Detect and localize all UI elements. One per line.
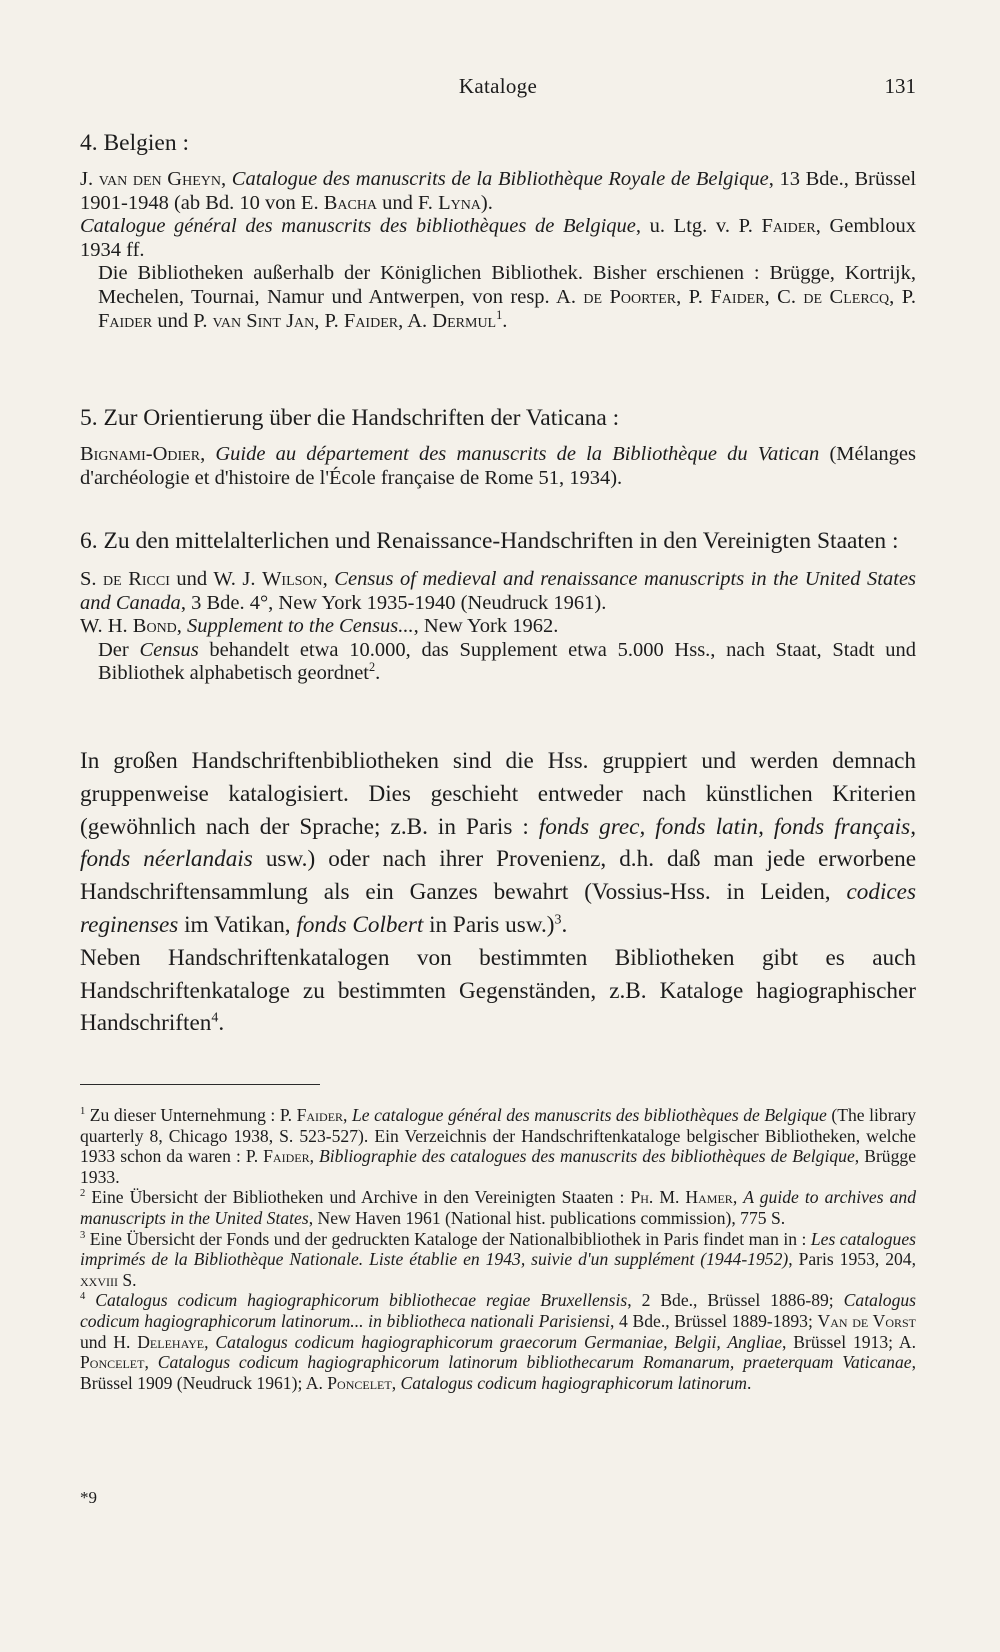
work-title: Bibliographie des catalogues des manuscrits des bibliothèques de Belgique — [319, 1146, 855, 1167]
bib-entry-de-ricci — [80, 568, 916, 615]
footnote-1 — [80, 1105, 916, 1187]
author-name: Delehaye — [137, 1331, 205, 1352]
text-run: , C. — [764, 285, 804, 308]
text-run: , P. — [676, 285, 711, 308]
author-name: Dermul — [432, 309, 497, 332]
text-run: , — [322, 568, 335, 590]
bib-entry-bond — [80, 615, 916, 639]
bib-entry-van-den-gheyn — [80, 168, 916, 215]
author-name: Bacha — [323, 191, 378, 214]
text-run: und F. — [377, 191, 439, 214]
text-run: , — [309, 1146, 320, 1167]
work-title: Catalogus codicum hagiographicorum graecorum Germaniae, Belgii, Angliae — [215, 1331, 783, 1352]
text-run: , Brüssel 1909 (Neudruck 1961); A. — [80, 1352, 916, 1393]
text-run: , — [732, 1187, 744, 1208]
italic-term: codices reginenses — [80, 879, 916, 938]
text-run: Der — [98, 638, 140, 661]
author-name: de Poorter — [583, 285, 677, 308]
bib-entry-catalogue-general — [80, 215, 916, 262]
section-heading-vaticana: 5. Zur Orientierung über die Handschriften der Vaticana : — [80, 405, 620, 431]
bib-note-belgien — [80, 262, 916, 333]
work-title: Les catalogues imprimés de la Bibliothèque Nationale. Liste établie en 1943, suivie d'un supplément (1944-1952) — [80, 1228, 916, 1270]
text-run: , Paris 1953, 204, — [788, 1249, 916, 1270]
text-run: und H. — [80, 1331, 138, 1352]
italic-term: fonds Colbert — [296, 911, 424, 938]
text-run: , A. — [398, 309, 433, 332]
text-run: , P. — [314, 309, 344, 332]
text-run: , — [176, 615, 188, 638]
text-run: , 13 Bde., Brüssel 1901-1948 (ab Bd. 10 von E. — [80, 168, 917, 214]
roman-numeral: xxviii — [80, 1269, 118, 1290]
work-title: Catalogus codicum hagiographicorum bibliothecae regiae Bruxellensis — [95, 1290, 628, 1311]
footnote-number: 2 — [80, 1188, 86, 1200]
work-title: Guide au département des manuscrits de la Bibliothèque du Vatican — [215, 443, 820, 465]
author-name: Bignami-Odier — [80, 443, 201, 465]
author-name: Poncelet — [80, 1352, 145, 1373]
text-run: S. — [118, 1269, 137, 1290]
text-run: , Brügge 1933. — [80, 1146, 917, 1187]
text-run: Neben Handschriftenkatalogen von bestimmten Bibliotheken gibt es auch Handschriftenkataloge zu bestimmten Gegenständen, z.B. Kataloge hagiographischer Handschriften — [80, 944, 916, 1037]
text-run: usw.) oder nach ihrer Provenienz, d.h. daß man jede erworbene Handschriftensammlung als ein Ganzes bewahrt (Vossius-Hss. in Leiden, — [80, 846, 917, 906]
text-run: Eine Übersicht der Bibliotheken und Archive in den Vereinigten Staaten : — [85, 1187, 631, 1208]
text-run: ). — [480, 191, 493, 214]
author-name: de Ricci — [103, 568, 170, 590]
text-run: , — [391, 1372, 401, 1393]
author-name: Faider — [343, 309, 399, 332]
italic-term: fonds grec, fonds latin, fonds français, fonds néerlandais — [80, 813, 917, 873]
text-run — [85, 1290, 95, 1310]
signature-mark: *9 — [80, 1488, 97, 1507]
text-run: (The library quarterly 8, Chicago 1938, S. 523-527). Ein Verzeichnis der Handschriftenkataloge belgischer Bibliotheken, welche 1933 schon da waren : P. — [80, 1105, 917, 1167]
text-run: . — [561, 911, 568, 938]
text-run: S. — [80, 568, 104, 590]
footnote-ref: 4 — [211, 1010, 219, 1026]
footnote-number: 3 — [80, 1229, 86, 1241]
author-name: Ph. M. Hamer — [630, 1187, 733, 1208]
text-run: , P. — [889, 285, 916, 308]
footnotes — [80, 1105, 916, 1393]
work-title: Catalogus codicum hagiographicorum latinorum — [400, 1372, 748, 1393]
author-name: Lyna — [438, 191, 481, 214]
section-vaticana — [80, 401, 916, 490]
author-name: Faider — [761, 215, 816, 238]
text-run: behandelt etwa 10.000, das Supplement etwa 5.000 Hss., nach Staat, Stadt und Bibliothek alphabetisch geordnet — [98, 638, 916, 685]
text-run: , Brüssel 1913; A. — [782, 1331, 917, 1352]
text-run: , — [343, 1105, 352, 1125]
author-name: de Clercq — [803, 285, 890, 308]
text-run: , u. Ltg. v. P. — [635, 215, 762, 238]
text-run: . — [375, 662, 381, 685]
section-heading-usa: 6. Zu den mittelalterlichen und Renaissance-Handschriften in den Vereinigten Staaten : — [80, 528, 899, 554]
paragraph-gegenstaende — [80, 942, 916, 1040]
text-run: , — [204, 1331, 216, 1352]
text-run: W. H. — [80, 615, 133, 638]
work-title: Catalogue des manuscrits de la Bibliothèque Royale de Belgique — [231, 168, 769, 190]
section-vereinigte-staaten — [80, 524, 916, 686]
book-page — [80, 0, 916, 1652]
author-name: Poncelet — [327, 1372, 392, 1393]
text-run: , New Haven 1961 (National hist. publications commission), 775 S. — [308, 1207, 786, 1228]
section-belgien — [80, 126, 916, 333]
work-title: Catalogue général des manuscrits des bibliothèques de Belgique — [80, 215, 636, 238]
bib-note-census — [80, 639, 916, 686]
text-run: und P. — [152, 309, 213, 332]
footnote-rule — [80, 1084, 320, 1085]
author-name: J. van den Gheyn — [80, 168, 221, 190]
footnote-ref: 1 — [496, 307, 503, 322]
author-name: Wilson — [262, 568, 323, 590]
author-name: Bond — [132, 615, 177, 638]
text-run: , — [144, 1352, 158, 1373]
work-title: Supplement to the Census... — [187, 615, 414, 638]
text-run: , Gembloux 1934 ff. — [80, 215, 917, 261]
work-title: Catalogus codicum hagiographicorum latinorum... in bibliotheca nationali Parisiensi — [80, 1290, 917, 1331]
work-title: Catalogus codicum hagiographicorum latinorum bibliothecarum Romanarum, praeterquam Vaticanae — [157, 1352, 912, 1373]
text-run: In großen Handschriftenbibliotheken sind die Hss. gruppiert und werden demnach gruppenweise katalogisiert. Dies geschieht entweder nach künstlichen Kriterien (gewöhnlich nach der Sprache; z.B. in Paris : — [80, 748, 916, 840]
page-number: 131 — [884, 74, 916, 98]
text-run: im Vatikan, — [178, 911, 297, 938]
text-run: Eine Übersicht der Fonds und der gedruckten Kataloge der Nationalbibliothek in Paris findet man in : — [85, 1228, 811, 1249]
running-header — [80, 74, 916, 104]
text-run: , — [221, 168, 232, 190]
footnote-3 — [80, 1229, 916, 1291]
section-heading-belgien: 4. Belgien : — [80, 130, 189, 156]
work-title: Census of medieval and renaissance manuscripts in the United States and Canada — [80, 568, 917, 614]
bib-entry-bignami-odier — [80, 443, 916, 490]
work-title: A guide to archives and manuscripts in the United States — [80, 1187, 916, 1228]
text-run: Die Bibliotheken außerhalb der Königlichen Bibliothek. Bisher erschienen : Brügge, Kortrijk, Mechelen, Tournai, Namur und Antwerpen, von resp. A. — [98, 262, 916, 308]
text-run: in Paris usw.) — [423, 911, 555, 938]
text-run: , New York 1962. — [413, 615, 559, 638]
author-name: Faider — [98, 309, 153, 332]
text-run: . — [747, 1372, 752, 1393]
work-title: Census — [139, 638, 199, 661]
author-name: van Sint Jan — [212, 309, 315, 332]
author-name: Faider — [296, 1105, 344, 1125]
text-run: . — [218, 1010, 225, 1037]
footnote-2 — [80, 1187, 916, 1228]
text-run: und W. J. — [169, 568, 263, 590]
text-run: (Mélanges d'archéologie et d'histoire de l'École française de Rome 51, 1934). — [80, 443, 916, 489]
text-run: , 3 Bde. 4°, New York 1935-1940 (Neudruck 1961). — [180, 591, 607, 614]
text-run: , 4 Bde., Brüssel 1889-1893; — [609, 1310, 818, 1331]
footnote-ref: 2 — [368, 660, 376, 675]
work-title: Le catalogue général des manuscrits des bibliothèques de Belgique — [351, 1105, 827, 1125]
paragraph-gruppierung — [80, 745, 916, 942]
footnote-number: 1 — [80, 1106, 86, 1118]
text-run: , — [200, 443, 216, 465]
running-title: Kataloge — [458, 74, 538, 98]
body-text — [80, 745, 916, 1040]
text-run: Zu dieser Unternehmung : P. — [85, 1105, 297, 1125]
text-run: . — [502, 309, 508, 332]
footnote-number: 4 — [80, 1291, 86, 1303]
footnote-4 — [80, 1290, 916, 1393]
author-name: Faider — [263, 1146, 310, 1167]
author-name: Van de Vorst — [817, 1310, 916, 1331]
text-run: , 2 Bde., Brüssel 1886-89; — [627, 1290, 844, 1311]
footnote-ref: 3 — [554, 912, 562, 928]
author-name: Faider — [710, 285, 765, 308]
